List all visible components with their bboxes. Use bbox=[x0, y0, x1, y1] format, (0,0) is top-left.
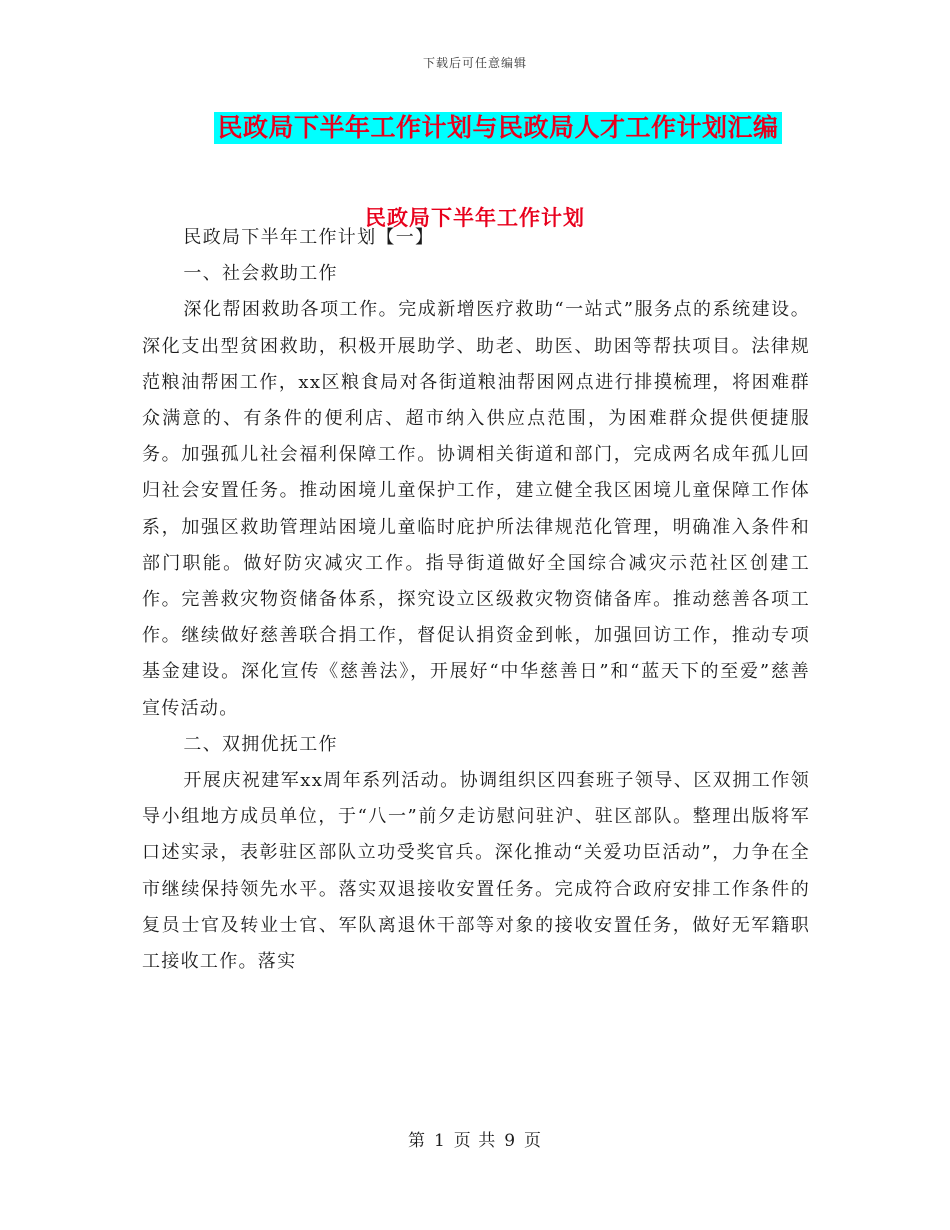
current-page-number: 1 bbox=[433, 1131, 446, 1151]
footer-prefix: 第 bbox=[407, 1131, 426, 1151]
main-title: 民政局下半年工作计划与民政局人才工作计划汇编 bbox=[214, 112, 781, 144]
main-title-container bbox=[0, 112, 950, 144]
footer-mid: 页 共 bbox=[453, 1131, 497, 1151]
document-body bbox=[142, 220, 810, 980]
page-header-note: 下载后可任意编辑 bbox=[422, 56, 527, 70]
page-footer bbox=[0, 1126, 950, 1151]
section-heading-social-assistance: 一、社会救助工作 bbox=[183, 263, 338, 285]
section-heading-double-support: 二、双拥优抚工作 bbox=[183, 733, 338, 755]
footer-suffix: 页 bbox=[524, 1131, 543, 1151]
section-title: 民政局下半年工作计划 bbox=[365, 205, 585, 230]
plan-heading: 民政局下半年工作计划【一】 bbox=[183, 227, 435, 248]
body-paragraph: 深化帮困救助各项工作。完成新增医疗救助“一站式”服务点的系统建设。深化支出型贫困救助，积极开展助学、助老、助医、助困等帮扶项目。法律规范粮油帮困工作，xx区粮食局对各街道粮油帮困网点进行排摸梳理，将困难群众满意的、有条件的便利店、超市纳入供应点范围，为困难群众提供便捷服务。加强孤儿社会福利保障工作。协调相关街道和部门，完成两名成年孤儿回归社会安置任务。推动困境儿童保护工作，建立健全我区困境儿童保障工作体系，加强区救助管理站困境儿童临时庇护所法律规范化管理，明确准入条件和部门职能。做好防灾减灾工作。指导街道做好全国综合减灾示范社区创建工作。完善救灾物资储备体系，探究设立区级救灾物资储备库。推动慈善各项工作。继续做好慈善联合捐工作，督促认捐资金到帐，加强回访工作，推动专项基金建设。深化宣传《慈善法》，开展好“中华慈善日”和“蓝天下的至爱”慈善宣传活动。 bbox=[142, 299, 810, 719]
body-paragraph: 开展庆祝建军xx周年系列活动。协调组织区四套班子领导、区双拥工作领导小组地方成员单位，于“八一”前夕走访慰问驻沪、驻区部队。整理出版将军口述实录，表彰驻区部队立功受奖官兵。深化推动“关爱功臣活动”，力争在全市继续保持领先水平。落实双退接收安置任务。完成符合政府安排工作条件的复员士官及转业士官、军队离退休干部等对象的接收安置任务，做好无军籍职工接收工作。落实 bbox=[142, 770, 810, 973]
total-pages: 9 bbox=[504, 1131, 517, 1151]
